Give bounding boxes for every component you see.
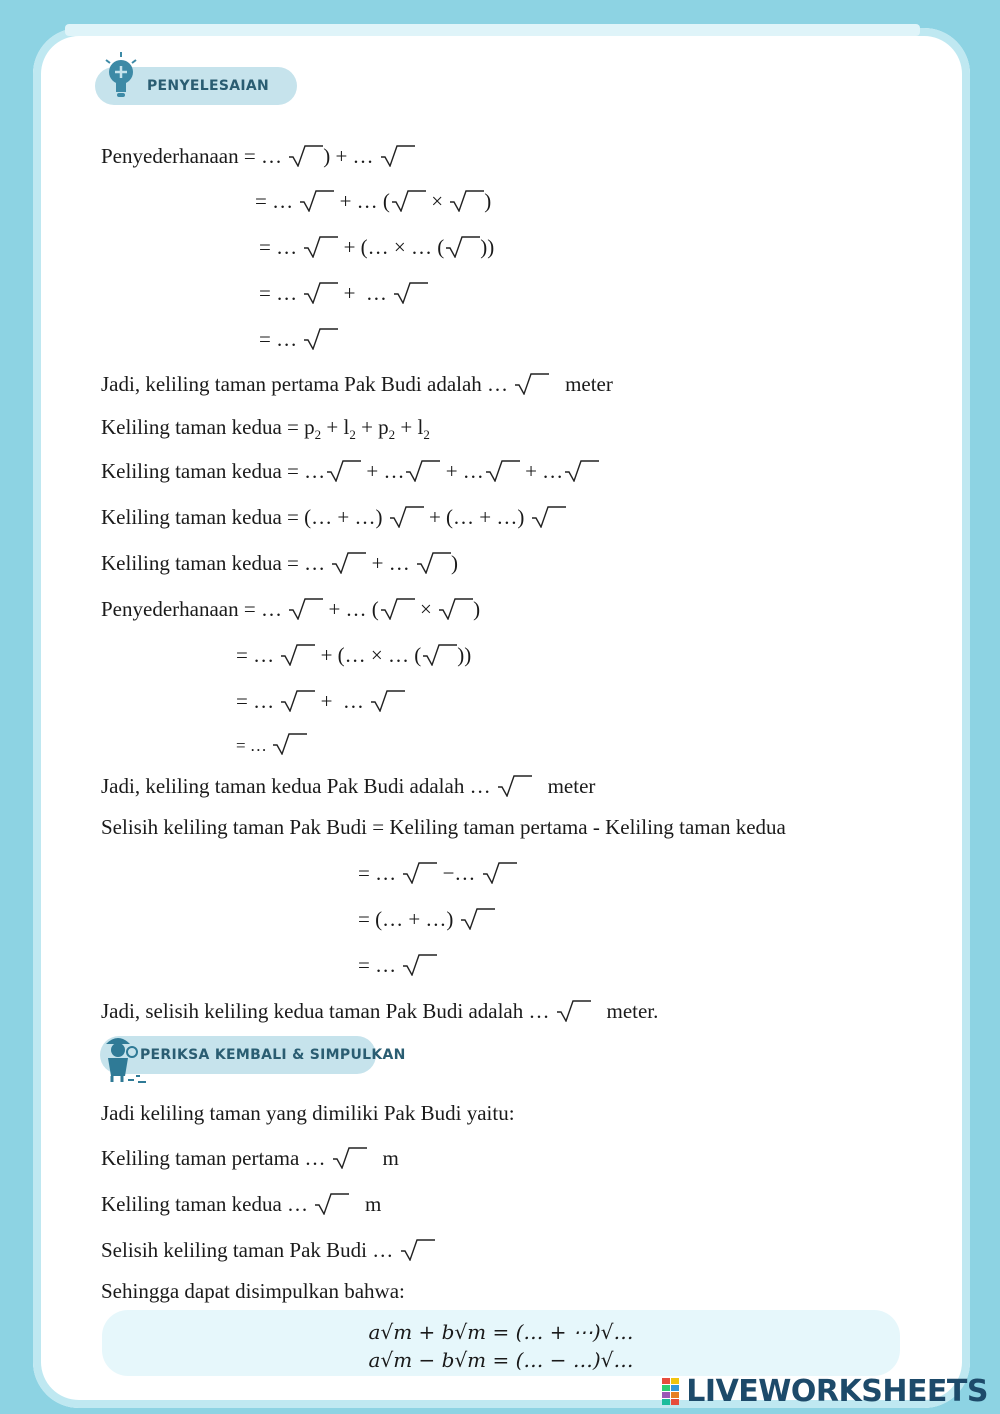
text: = … (259, 235, 303, 259)
formula-subtraction: a√m − b√m = (… − …)√… (368, 1348, 634, 1372)
text: ) (450, 551, 458, 575)
text: Jadi, keliling taman pertama Pak Budi adalah … (101, 372, 514, 396)
sqrt-icon (302, 282, 338, 304)
text: = … (358, 953, 402, 977)
text: Penyederhanaan = … (101, 144, 288, 168)
sqrt-icon (302, 236, 338, 258)
sqrt-icon (287, 145, 323, 167)
text: Sehingga dapat disimpulkan bahwa: (101, 1279, 405, 1303)
sqrt-icon (437, 598, 473, 620)
line-keliling-grouped (101, 505, 566, 529)
sqrt-icon (330, 552, 366, 574)
text: meter. (590, 999, 659, 1023)
text: Keliling taman kedua = p (101, 415, 315, 439)
text: Keliling taman kedua = (… + …) (101, 505, 388, 529)
text: + l (321, 415, 350, 439)
text: + … ( (323, 597, 379, 621)
text: + … ( (334, 189, 390, 213)
text: −… (437, 861, 481, 885)
text: + … (361, 459, 405, 483)
text: ) (484, 189, 492, 213)
text: + p (355, 415, 389, 439)
text: + l (395, 415, 424, 439)
sqrt-icon (392, 282, 428, 304)
text: Keliling taman kedua = … (101, 459, 326, 483)
text: meter (549, 372, 613, 396)
text: + … (440, 459, 484, 483)
sqrt-icon (399, 1239, 435, 1261)
sqrt-icon (496, 775, 532, 797)
line-result-second (101, 774, 595, 798)
line-keliling-combined (101, 551, 458, 575)
text: Jadi keliling taman yang dimiliki Pak Budi yaitu: (101, 1101, 515, 1125)
sqrt-icon (279, 690, 315, 712)
subscript: 2 (388, 427, 396, 443)
line-keliling-formula (101, 415, 430, 447)
penyelesaian-title: PENYELESAIAN (147, 78, 270, 94)
sqrt-icon (401, 862, 437, 884)
sqrt-icon (555, 1000, 591, 1022)
text: m (366, 1146, 399, 1170)
text: = … (259, 281, 303, 305)
sqrt-icon (484, 460, 520, 482)
text: × (414, 597, 438, 621)
text: = … (255, 189, 299, 213)
text: Penyederhanaan = … (101, 597, 288, 621)
text: Keliling taman pertama … (101, 1146, 331, 1170)
text: = (… + …) (358, 907, 459, 931)
sqrt-icon (313, 1193, 349, 1215)
text: = … (236, 643, 280, 667)
sqrt-icon (530, 506, 566, 528)
text: = … (259, 327, 303, 351)
line-penyederhanaan-1 (101, 144, 415, 168)
line-summary-selisih (101, 1238, 435, 1262)
line-step-14 (236, 733, 307, 758)
sqrt-icon (302, 328, 338, 350)
line-summary-first (101, 1146, 399, 1170)
line-selisih-step-1 (358, 861, 517, 885)
text: Jadi, selisih keliling kedua taman Pak Budi adalah … (101, 999, 555, 1023)
line-step-5 (259, 327, 338, 351)
sqrt-icon (298, 190, 334, 212)
sqrt-icon (421, 644, 457, 666)
line-selisih-step-2 (358, 907, 495, 931)
text: Jadi, keliling taman kedua Pak Budi adalah … (101, 774, 496, 798)
text: meter (531, 774, 596, 798)
sqrt-icon (325, 460, 361, 482)
text: + … (519, 459, 564, 483)
text: )) (480, 235, 495, 259)
text: ) (473, 597, 481, 621)
text: + (… × … ( (315, 643, 422, 667)
text: Keliling taman kedua … (101, 1192, 314, 1216)
sqrt-icon (388, 506, 424, 528)
lightbulb-icon (103, 52, 139, 100)
sqrt-icon (563, 460, 599, 482)
text: = … (358, 861, 402, 885)
text: = … (236, 736, 272, 755)
line-keliling-sum (101, 459, 599, 483)
top-decoration (65, 24, 920, 36)
sqrt-icon (287, 598, 323, 620)
line-result-first (101, 372, 613, 396)
line-selisih-formula (101, 815, 786, 839)
sqrt-icon (513, 373, 549, 395)
text: + (… × … ( (338, 235, 445, 259)
sqrt-icon (444, 236, 480, 258)
subscript: 2 (314, 427, 322, 443)
text: Selisih keliling taman Pak Budi … (101, 1238, 399, 1262)
logo-tiles-icon (662, 1378, 680, 1406)
text: + … (315, 689, 370, 713)
subscript: 2 (349, 427, 356, 443)
sqrt-icon (415, 552, 451, 574)
brand-name: LIVEWORKSHEETS (686, 1374, 988, 1409)
formula-addition: a√m + b√m = (… + ⋯)√… (368, 1320, 634, 1344)
sqrt-icon (481, 862, 517, 884)
sqrt-icon (404, 460, 440, 482)
text: = … (236, 689, 280, 713)
sqrt-icon (331, 1147, 367, 1169)
sqrt-icon (379, 598, 415, 620)
line-conclusion-intro (101, 1101, 515, 1125)
subscript: 2 (423, 427, 430, 443)
text: m (349, 1192, 382, 1216)
text: + … (338, 281, 393, 305)
text: + … (366, 551, 415, 575)
line-summary-second (101, 1192, 381, 1216)
text: × (425, 189, 449, 213)
line-result-selisih (101, 999, 658, 1023)
conclusion-formula-box (102, 1310, 900, 1376)
text: + (… + …) (423, 505, 530, 529)
line-step-2 (255, 189, 491, 213)
sqrt-icon (448, 190, 484, 212)
sqrt-icon (279, 644, 315, 666)
line-penyederhanaan-2 (101, 597, 480, 621)
text: Keliling taman kedua = … (101, 551, 331, 575)
line-step-12 (236, 643, 471, 667)
sqrt-icon (271, 733, 307, 755)
line-step-4 (259, 281, 428, 305)
line-step-13 (236, 689, 405, 713)
liveworksheets-logo (686, 1374, 988, 1409)
text: ) + … (323, 144, 379, 168)
sqrt-icon (390, 190, 426, 212)
sqrt-icon (369, 690, 405, 712)
text: )) (457, 643, 472, 667)
text: Selisih keliling taman Pak Budi = Keliling taman pertama - Keliling taman kedua (101, 815, 786, 839)
line-selisih-step-3 (358, 953, 437, 977)
sqrt-icon (379, 145, 415, 167)
sqrt-icon (401, 954, 437, 976)
sqrt-icon (459, 908, 495, 930)
periksa-title: PERIKSA KEMBALI & SIMPULKAN (140, 1047, 406, 1063)
line-conclude (101, 1279, 405, 1303)
line-step-3 (259, 235, 494, 259)
